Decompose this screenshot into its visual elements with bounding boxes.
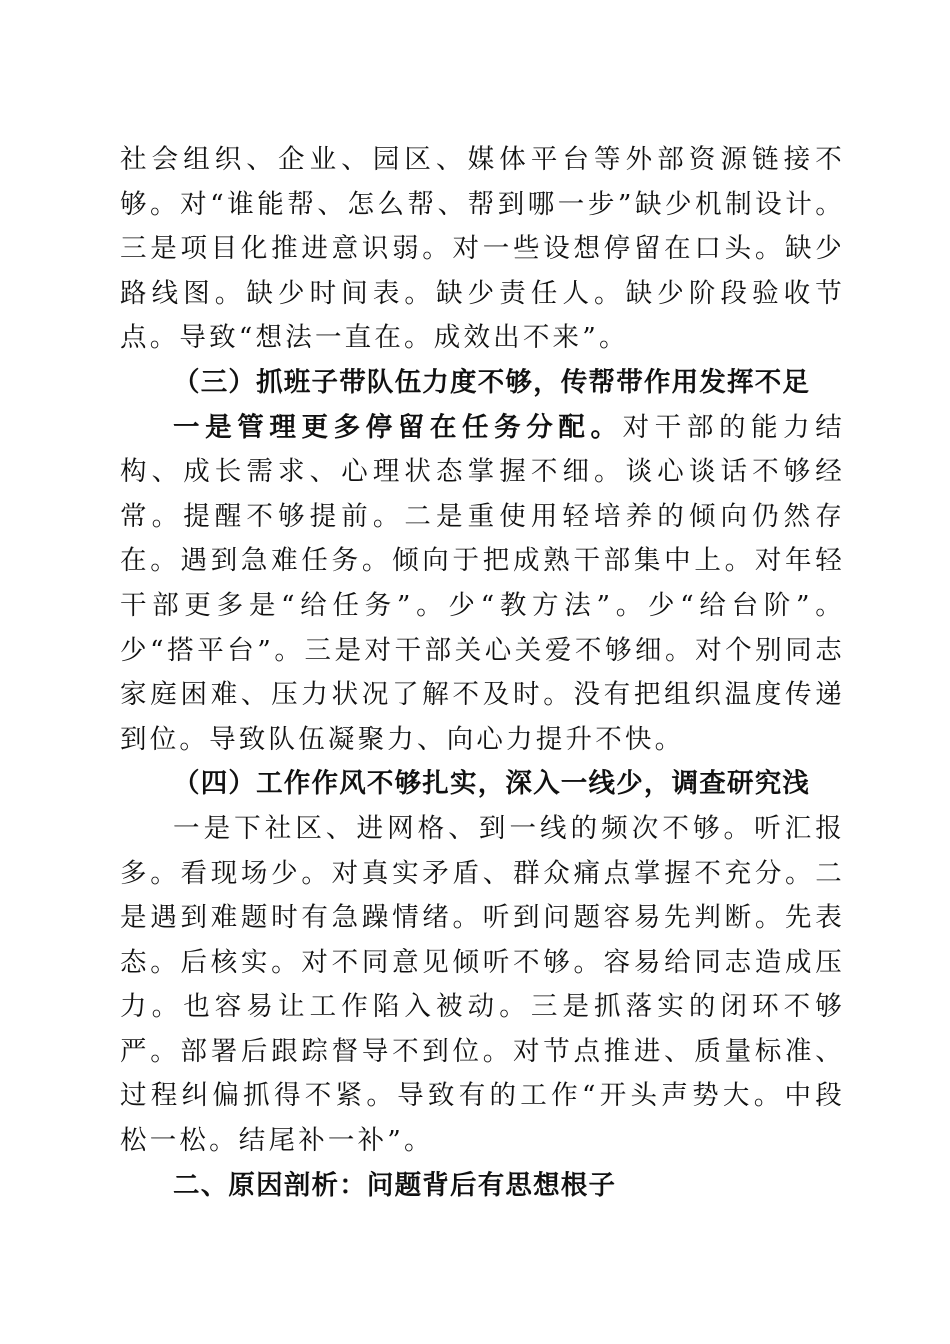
- paragraph-body-text: 对干部的能力结构、成长需求、心理状态掌握不细。谈心谈话不够经常。提醒不够提前。二是重使用轻培养的倾向仍然存在。遇到急难任务。倾向于把成熟干部集中上。对年轻干部更多是“给任务”。少“教方法”。少“给台阶”。少“搭平台”。三是对干部关心关爱不够细。对个别同志家庭困难、压力状况了解不及时。没有把组织温度传递到位。导致队伍凝聚力、向心力提升不快。: [120, 411, 845, 755]
- paragraph-team-building: [120, 406, 845, 763]
- paragraph-work-style: 一是下社区、进网格、到一线的频次不够。听汇报多。看现场少。对真实矛盾、群众痛点掌握不充分。二是遇到难题时有急躁情绪。听到问题容易先判断。先表态。后核实。对不同意见倾听不够。容易给同志造成压力。也容易让工作陷入被动。三是抓落实的闭环不够严。部署后跟踪督导不到位。对节点推进、质量标准、过程纠偏抓得不紧。导致有的工作“开头声势大。中段松一松。结尾补一补”。: [120, 812, 845, 1157]
- section-heading-3: （三）抓班子带队伍力度不够，传帮带作用发挥不足: [173, 366, 811, 398]
- paragraph-lead-sentence: 一是管理更多停留在任务分配。: [173, 411, 623, 443]
- document-body: [120, 138, 845, 1208]
- section-heading-4: （四）工作作风不够扎实，深入一线少，调查研究浅: [173, 768, 811, 800]
- paragraph-resources: 社会组织、企业、园区、媒体平台等外部资源链接不够。对“谁能帮、怎么帮、帮到哪一步”缺少机制设计。三是项目化推进意识弱。对一些设想停留在口头。缺少路线图。缺少时间表。缺少责任人。缺少阶段验收节点。导致“想法一直在。成效出不来”。: [120, 144, 845, 354]
- major-section-heading: 二、原因剖析：问题背后有思想根子: [173, 1169, 617, 1201]
